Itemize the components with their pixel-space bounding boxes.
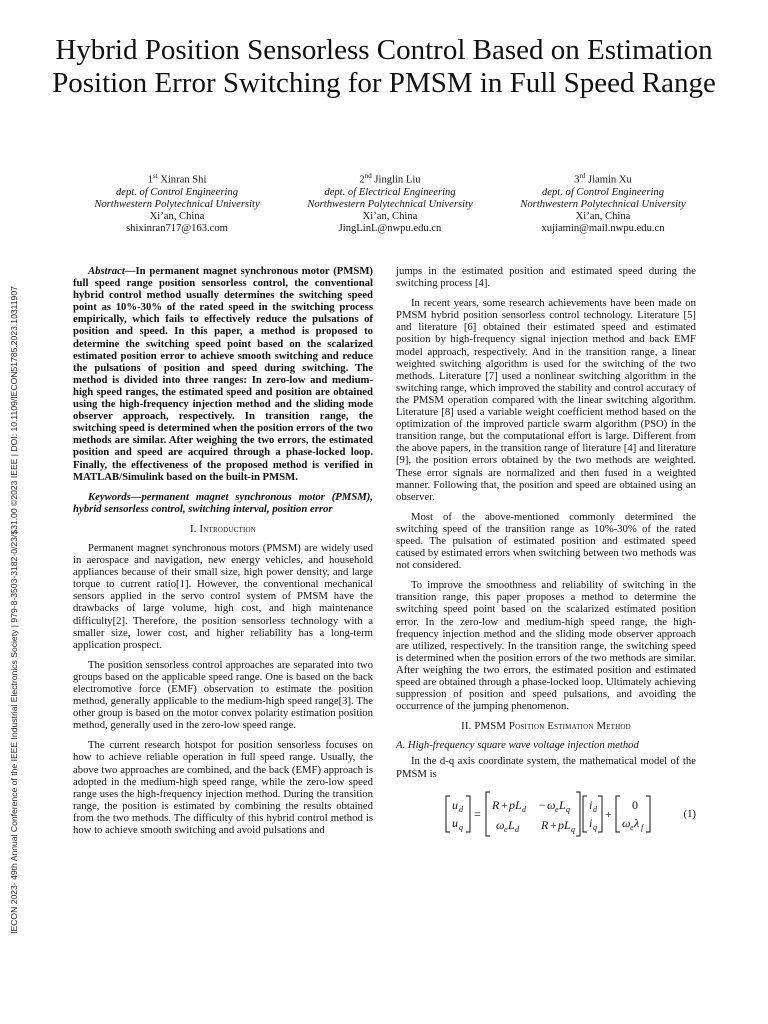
- paragraph: In the d-q axis coordinate system, the mathematical model of the PMSM is: [396, 755, 696, 780]
- svg-text:R: R: [492, 797, 500, 812]
- svg-text:q: q: [593, 822, 597, 832]
- author-3: 3rd Jiamin Xu dept. of Control Engineering Northwestern Polytechnical University Xi’an, China xujiamin@mail.nwpu.edu.cn: [498, 170, 708, 236]
- paragraph: The position sensorless control approaches are separated into two groups based on the applicable speed range. One is based on the back electromotive force (EMF) observation to estimate the position method, generally applicable to the medium-high speed range[3]. The other group is based on the motor convex polarity estimation position method, generally used in the zero-low speed range.: [73, 658, 373, 732]
- svg-text:d: d: [593, 804, 597, 814]
- author-univ: Northwestern Polytechnical University: [94, 198, 260, 210]
- paragraph: The current research hotspot for position sensorless focuses on how to achieve reliable operation in full speed range. Usually, the above two approaches are combined, and the back (EMF) approach is adopted in the medium-high speed range, while the zero-low speed range uses the high-frequency injection method. During the transition range, the position is estimated by combining the results obtained from the two methods. The difficulty of this hybrid control method is how to achieve smooth switching and avoid pulsations and: [73, 739, 373, 837]
- subsection-heading-a: A. High-frequency square wave voltage injection method: [396, 739, 639, 752]
- svg-text:pL: pL: [558, 817, 571, 832]
- svg-text:λ: λ: [634, 815, 640, 830]
- svg-text:ω: ω: [622, 815, 631, 830]
- section-heading-introduction: I. Introduction: [189, 522, 256, 535]
- svg-text:L: L: [508, 817, 515, 832]
- author-city: Xi’an, China: [149, 211, 205, 223]
- author-name: Xinran Shi: [160, 174, 207, 186]
- keywords: Keywords—permanent magnet synchronous motor (PMSM), hybrid sensorless control, switching interval, position error: [73, 490, 373, 515]
- svg-text:+: +: [550, 817, 557, 832]
- svg-text:i: i: [589, 797, 593, 812]
- svg-text:e: e: [504, 824, 508, 834]
- author-block: [72, 170, 708, 236]
- author-dept: dept. of Control Engineering: [541, 186, 664, 198]
- paragraph: To improve the smoothness and reliability of switching in the transition range, this paper proposes a method to determine the switching speed point based on the scalarized estimated position error. In the zero-low and medium-high speed range, the high-frequency injection method and the sliding mode observer approach are utilized, respectively. In the transition range, the switching speed is determined when the position errors of the two methods are similar. After weighing the two errors, the estimated position and estimated speed are obtained through a phase-locked loop. Ultimately achieving suppression of position and speed pulsations, and avoiding the occurrence of the jumping phenomenon.: [396, 579, 696, 713]
- author-name: Jinglin Liu: [374, 174, 421, 186]
- svg-text:d: d: [522, 804, 526, 814]
- paragraph: In recent years, some research achievements have been made on PMSM hybrid position sensorless control technology. Literature [5] and literature [6] obtained their estimated speed and estimated position by high-frequency signal injection method and back EMF model approach, respectively. And in the transition range, a linear weighted switching algorithm is used for the switching of the two methods. Literature [7] used a nonlinear switching algorithm in the switching range, which improved the stability and control accuracy of the PMSM operation compared with the linear switching algorithm. Literature [8] used a variable weight coefficient method based on the optimization of the improved particle swarm algorithm (PSO) in the transition range, but the computational effort is large. Different from the above papers, in the transition range of literature [4] and literature [9], the position errors obtained by the two methods are weighted. These error signals are normalized and then fused in a weighted manner. Following that, the position and speed are obtained using an observer.: [396, 297, 696, 503]
- author-city: Xi’an, China: [362, 211, 418, 223]
- svg-text:+: +: [501, 797, 508, 812]
- abstract: Abstract—In permanent magnet synchronous motor (PMSM) full speed range position sensorless control, the conventional hybrid control method usually determines the switching speed point as 10%-30% of the rated speed in the switching process empirically, which fails to effectively reduce the pulsations of position and speed. In this paper, a method is proposed to determine the switching speed point based on the scalarized estimated position error to achieve smooth switching and reduce the pulsations of position and speed during switching. The method is divided into three ranges: In zero-low and medium-high speed ranges, the estimated speed and position are obtained using the high-frequency injection method and the sliding mode observer approach, respectively. In transition range, the switching speed is determined when the position errors of the two methods are similar. After weighing the two errors, the estimated position and speed are acquired through a phase-locked loop. Finally, the effectiveness of the proposed method is verified in MATLAB/Simulink based on the built-in PMSM.: [73, 265, 373, 483]
- author-name: Jiamin Xu: [587, 174, 632, 186]
- author-univ: Northwestern Polytechnical University: [520, 198, 686, 210]
- paragraph: jumps in the estimated position and estimated speed during the switching process [4].: [396, 265, 696, 290]
- doi-sidebar-text: IECON 2023- 49th Annual Conference of the IEEE Industrial Electronics Society | 979-8-3503-3182-0/23/$31.00 ©2023 IEEE | DOI: 10.1109/IECON51785.2023.10311907: [9, 286, 20, 934]
- author-city: Xi’an, China: [575, 211, 631, 223]
- svg-text:q: q: [571, 824, 575, 834]
- author-1: 1st Xinran Shi dept. of Control Engineering Northwestern Polytechnical University Xi’an, China shixinran717@163.com: [72, 170, 282, 236]
- svg-text:ω: ω: [547, 797, 556, 812]
- right-column: [396, 265, 696, 844]
- svg-text:q: q: [459, 822, 463, 832]
- paper-title: Hybrid Position Sensorless Control Based on Estimation Position Error Switching for PMSM in Full Speed Range: [52, 34, 716, 99]
- svg-text:i: i: [589, 815, 593, 830]
- svg-text:d: d: [515, 824, 519, 834]
- equation-1-graphic: [396, 788, 676, 844]
- svg-text:=: =: [474, 806, 481, 821]
- doi-sidebar: [4, 240, 24, 980]
- equation-number: (1): [683, 807, 696, 820]
- svg-text:ω: ω: [496, 817, 505, 832]
- svg-text:u: u: [452, 797, 458, 812]
- svg-text:e: e: [555, 804, 559, 814]
- svg-text:e: e: [630, 822, 634, 832]
- svg-text:+: +: [605, 806, 612, 821]
- paragraph: Permanent magnet synchronous motors (PMSM) are widely used in aerospace and navigation, new energy vehicles, and household appliances because of their small size, high power density, and large torque to current ratio[1]. However, the conventional mechanical sensors applied in the servo control system of PMSM have the drawbacks of large volume, high cost, and high maintenance difficulty[2]. Therefore, the position sensorless technology with a smaller size, lower cost, and higher reliability has a long-term application prospect.: [73, 541, 373, 651]
- paragraph: Most of the above-mentioned commonly determined the switching speed of the transition range as 10%-30% of the rated speed. The pulsation of estimated position and estimated speed caused by estimated errors when switching between two methods was not considered.: [396, 510, 696, 572]
- author-univ: Northwestern Polytechnical University: [307, 198, 473, 210]
- author-dept: dept. of Electrical Engineering: [324, 186, 456, 198]
- author-email[interactable]: xujiamin@mail.nwpu.edu.cn: [541, 223, 665, 235]
- svg-text:L: L: [559, 797, 566, 812]
- author-2: 2nd Jinglin Liu dept. of Electrical Engineering Northwestern Polytechnical University Xi’an, China JingLinL@nwpu.edu.cn: [285, 170, 495, 236]
- svg-text:q: q: [566, 804, 570, 814]
- equation-1: [396, 788, 696, 844]
- section-heading-estimation: II. PMSM Position Estimation Method: [461, 720, 631, 733]
- author-dept: dept. of Control Engineering: [115, 186, 238, 198]
- svg-text:−: −: [539, 797, 546, 812]
- svg-text:0: 0: [632, 797, 638, 812]
- svg-text:R: R: [541, 817, 549, 832]
- svg-text:pL: pL: [509, 797, 522, 812]
- author-email[interactable]: shixinran717@163.com: [126, 223, 228, 235]
- svg-text:d: d: [459, 804, 463, 814]
- left-column: [73, 265, 373, 844]
- svg-text:u: u: [452, 815, 458, 830]
- svg-text:f: f: [641, 822, 644, 832]
- author-email[interactable]: JingLinL@nwpu.edu.cn: [338, 223, 442, 235]
